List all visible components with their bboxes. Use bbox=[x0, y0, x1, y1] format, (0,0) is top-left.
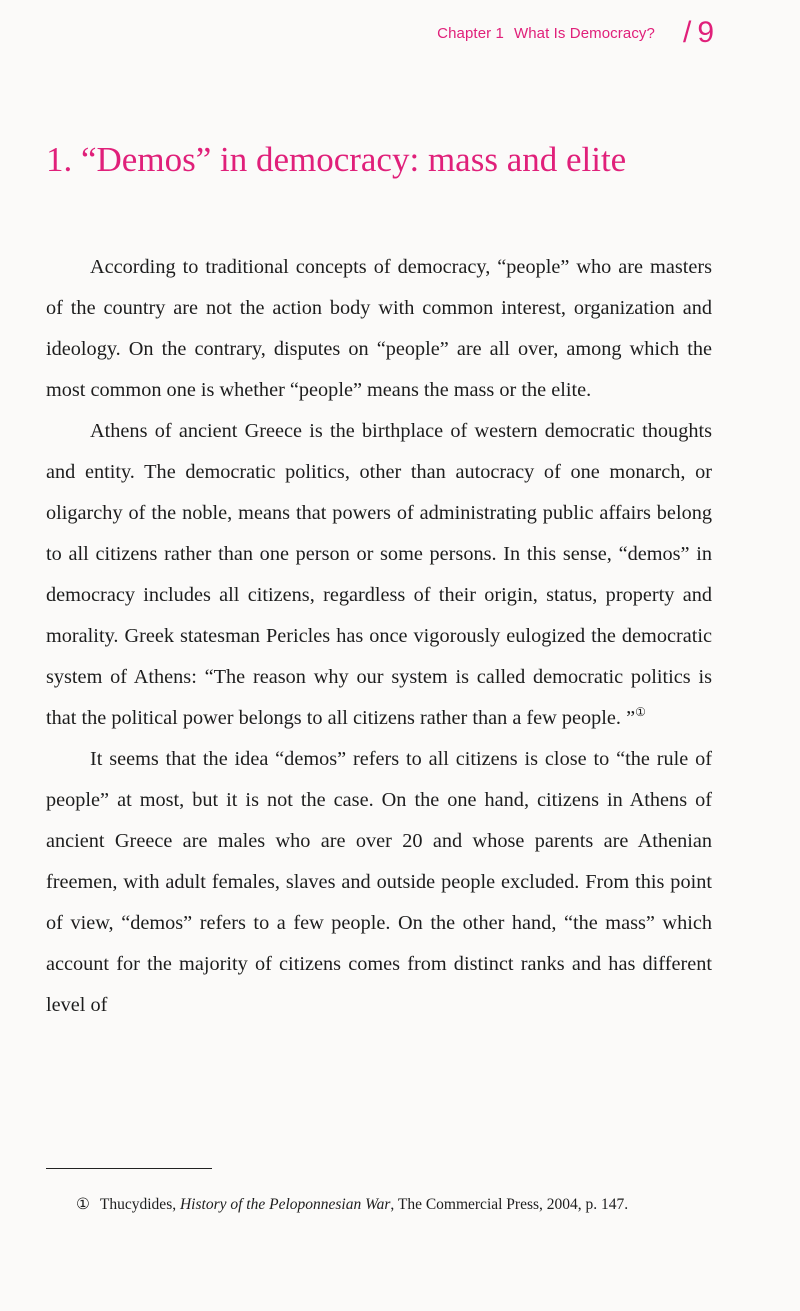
body-text bbox=[46, 247, 712, 1026]
footnote-reference[interactable]: ① bbox=[635, 705, 646, 720]
chapter-title: What Is Democracy? bbox=[513, 24, 655, 42]
paragraph-3: It seems that the idea “demos” refers to all citizens is close to “the rule of people” at most, but it is not the case. On the one hand, citizens in Athens of ancient Greece are males who are over 20 and whose parents are Athenian freemen, with adult females, slaves and outside people excluded. From this point of view, “demos” refers to a few people. On the other hand, “the mass” which account for the majority of citizens comes from distinct ranks and has different level of bbox=[46, 748, 712, 1016]
section-title: 1. “Demos” in democracy: mass and elite bbox=[46, 140, 627, 179]
footnote-publication: , The Commercial Press, 2004, p. 147. bbox=[390, 1196, 629, 1213]
footnote-author: Thucydides, bbox=[99, 1196, 177, 1213]
paragraph-1: According to traditional concepts of democracy, “people” who are masters of the country are not the action body with common interest, organization and ideology. On the contrary, disputes on “people” are all over, among which the most common one is whether “people” means the mass or the elite. bbox=[46, 256, 712, 401]
footnote bbox=[46, 1191, 712, 1218]
header-separator: / bbox=[682, 16, 692, 49]
footnote-divider bbox=[46, 1168, 212, 1169]
paragraph-2 bbox=[46, 411, 712, 739]
chapter-number: Chapter 1 bbox=[437, 24, 504, 42]
paragraph-2-text: Athens of ancient Greece is the birthplace of western democratic thoughts and entity. The democratic politics, other than autocracy of one monarch, or oligarchy of the noble, means that powers of administrating public affairs belong to all citizens rather than one person or some persons. In this sense, “demos” in democracy includes all citizens, regardless of their origin, status, property and morality. Greek statesman Pericles has once vigorously eulogized the democratic system of Athens: “The reason why our system is called democratic politics is that the political power belongs to all citizens rather than a few people. ” bbox=[46, 420, 712, 729]
footnote-marker: ① bbox=[76, 1196, 90, 1213]
page-number: 9 bbox=[697, 16, 714, 49]
chapter-label bbox=[437, 25, 655, 42]
footnote-book-title: History of the Peloponnesian War bbox=[179, 1196, 391, 1213]
running-header bbox=[437, 18, 714, 48]
